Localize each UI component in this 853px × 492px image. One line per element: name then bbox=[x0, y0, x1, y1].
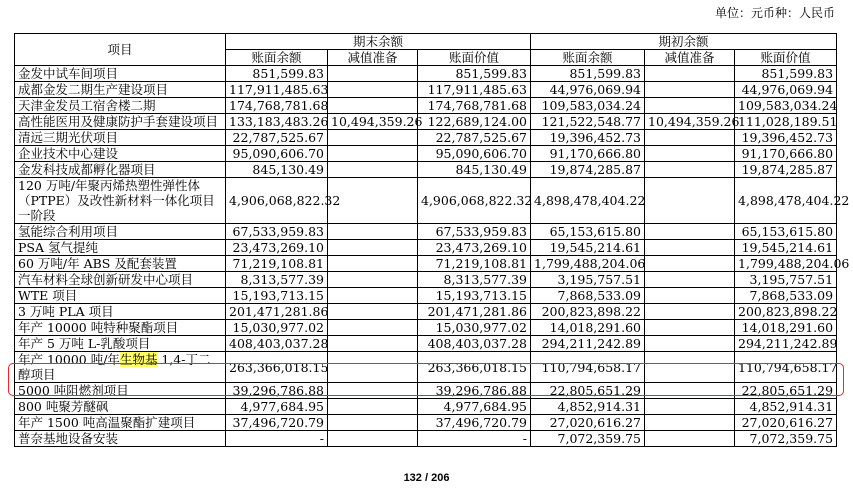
closing-book-balance: 8,313,577.39 bbox=[226, 272, 328, 288]
opening-book-balance: 121,522,548.77 bbox=[531, 114, 645, 130]
closing-book-value: 37,496,720.79 bbox=[418, 415, 531, 431]
opening-impairment bbox=[645, 224, 735, 240]
header-opening-book-balance: 账面余额 bbox=[531, 50, 645, 66]
closing-book-balance: 174,768,781.68 bbox=[226, 98, 328, 114]
opening-book-value: 851,599.83 bbox=[735, 66, 837, 82]
opening-impairment bbox=[645, 399, 735, 415]
closing-impairment bbox=[328, 178, 418, 224]
header-closing-impairment: 减值准备 bbox=[328, 50, 418, 66]
row-name: 企业技术中心建设 bbox=[15, 146, 226, 162]
closing-impairment bbox=[328, 82, 418, 98]
row-name: 天津金发员工宿舍楼二期 bbox=[15, 98, 226, 114]
closing-book-value: 15,193,713.15 bbox=[418, 288, 531, 304]
table-row bbox=[15, 130, 837, 146]
closing-book-value: 39,296,786.88 bbox=[418, 383, 531, 399]
closing-impairment bbox=[328, 66, 418, 82]
closing-book-balance: 95,090,606.70 bbox=[226, 146, 328, 162]
row-name: 普奈基地设备安装 bbox=[15, 431, 226, 447]
opening-book-balance: 4,852,914.31 bbox=[531, 399, 645, 415]
opening-book-value: 109,583,034.24 bbox=[735, 98, 837, 114]
opening-book-value: 22,805,651.29 bbox=[735, 383, 837, 399]
opening-book-value: 19,874,285.87 bbox=[735, 162, 837, 178]
closing-impairment bbox=[328, 383, 418, 399]
opening-impairment bbox=[645, 240, 735, 256]
closing-book-balance: 263,366,018.15 bbox=[226, 352, 328, 383]
opening-book-value: 1,799,488,204.06 bbox=[735, 256, 837, 272]
opening-book-value: 14,018,291.60 bbox=[735, 320, 837, 336]
closing-book-value: 23,473,269.10 bbox=[418, 240, 531, 256]
row-name: 3 万吨 PLA 项目 bbox=[15, 304, 226, 320]
table-row bbox=[15, 288, 837, 304]
opening-book-value: 7,072,359.75 bbox=[735, 431, 837, 447]
opening-book-balance: 14,018,291.60 bbox=[531, 320, 645, 336]
opening-impairment bbox=[645, 352, 735, 383]
header-opening-book-value: 账面价值 bbox=[735, 50, 837, 66]
table-body bbox=[15, 66, 850, 447]
closing-book-value: 201,471,281.86 bbox=[418, 304, 531, 320]
opening-book-balance: 200,823,898.22 bbox=[531, 304, 645, 320]
opening-book-value: 4,898,478,404.22 bbox=[735, 178, 837, 224]
closing-book-value: 22,787,525.67 bbox=[418, 130, 531, 146]
closing-book-balance: - bbox=[226, 431, 328, 447]
opening-impairment bbox=[645, 146, 735, 162]
opening-book-balance: 91,170,666.80 bbox=[531, 146, 645, 162]
opening-book-balance: 19,545,214.61 bbox=[531, 240, 645, 256]
opening-book-value: 3,195,757.51 bbox=[735, 272, 837, 288]
closing-book-value: 95,090,606.70 bbox=[418, 146, 531, 162]
row-name: 5000 吨阻燃剂项目 bbox=[15, 383, 226, 399]
closing-book-value: 851,599.83 bbox=[418, 66, 531, 82]
header-item: 项目 bbox=[15, 34, 226, 66]
closing-book-balance: 4,906,068,822.32 bbox=[226, 178, 328, 224]
opening-book-value: 65,153,615.80 bbox=[735, 224, 837, 240]
table-row bbox=[15, 431, 837, 447]
opening-impairment bbox=[645, 383, 735, 399]
closing-book-value: 71,219,108.81 bbox=[418, 256, 531, 272]
opening-book-balance: 19,874,285.87 bbox=[531, 162, 645, 178]
opening-book-value: 110,794,658.17 bbox=[735, 352, 837, 383]
closing-impairment bbox=[328, 415, 418, 431]
row-name: 年产 5 万吨 L-乳酸项目 bbox=[15, 336, 226, 352]
closing-impairment bbox=[328, 320, 418, 336]
table-row bbox=[15, 240, 837, 256]
closing-book-balance: 37,496,720.79 bbox=[226, 415, 328, 431]
row-name: 汽车材料全球创新研发中心项目 bbox=[15, 272, 226, 288]
opening-book-balance: 65,153,615.80 bbox=[531, 224, 645, 240]
opening-impairment bbox=[645, 336, 735, 352]
closing-book-value: 8,313,577.39 bbox=[418, 272, 531, 288]
closing-book-value: 4,977,684.95 bbox=[418, 399, 531, 415]
highlighted-term: 生物基 bbox=[119, 352, 158, 367]
opening-impairment bbox=[645, 320, 735, 336]
table-row bbox=[15, 66, 837, 82]
opening-book-value: 7,868,533.09 bbox=[735, 288, 837, 304]
opening-book-value: 19,396,452.73 bbox=[735, 130, 837, 146]
closing-book-balance: 71,219,108.81 bbox=[226, 256, 328, 272]
header-opening-impairment: 减值准备 bbox=[645, 50, 735, 66]
opening-impairment bbox=[645, 288, 735, 304]
table-row bbox=[15, 320, 837, 336]
closing-impairment bbox=[328, 224, 418, 240]
closing-book-value: 174,768,781.68 bbox=[418, 98, 531, 114]
table-row bbox=[15, 336, 837, 352]
header-opening-balance: 期初余额 bbox=[531, 34, 837, 50]
row-name: 金发中试车间项目 bbox=[15, 66, 226, 82]
opening-impairment bbox=[645, 256, 735, 272]
table-row bbox=[15, 162, 837, 178]
closing-book-balance: 851,599.83 bbox=[226, 66, 328, 82]
table-row bbox=[15, 98, 837, 114]
table-row bbox=[15, 114, 837, 130]
closing-book-balance: 845,130.49 bbox=[226, 162, 328, 178]
row-name-after: 1,4-丁二醇项目 bbox=[18, 352, 211, 382]
opening-book-balance: 7,868,533.09 bbox=[531, 288, 645, 304]
opening-book-balance: 851,599.83 bbox=[531, 66, 645, 82]
row-name: 60 万吨/年 ABS 及配套装置 bbox=[15, 256, 226, 272]
closing-book-value: 122,689,124.00 bbox=[418, 114, 531, 130]
row-name: 年产 1500 吨高温聚酯扩建项目 bbox=[15, 415, 226, 431]
opening-impairment bbox=[645, 304, 735, 320]
table-row bbox=[15, 272, 837, 288]
opening-impairment bbox=[645, 66, 735, 82]
closing-impairment bbox=[328, 130, 418, 146]
opening-book-balance: 109,583,034.24 bbox=[531, 98, 645, 114]
table-row bbox=[15, 82, 837, 98]
page-indicator: 132 / 206 bbox=[403, 472, 450, 484]
closing-book-balance: 4,977,684.95 bbox=[226, 399, 328, 415]
table-row bbox=[15, 415, 837, 431]
closing-book-balance: 23,473,269.10 bbox=[226, 240, 328, 256]
opening-impairment bbox=[645, 82, 735, 98]
closing-impairment bbox=[328, 336, 418, 352]
opening-book-balance: 294,211,242.89 bbox=[531, 336, 645, 352]
opening-book-value: 4,852,914.31 bbox=[735, 399, 837, 415]
opening-book-balance: 19,396,452.73 bbox=[531, 130, 645, 146]
closing-book-balance: 201,471,281.86 bbox=[226, 304, 328, 320]
header-closing-book-value: 账面价值 bbox=[418, 50, 531, 66]
opening-book-balance: 7,072,359.75 bbox=[531, 431, 645, 447]
closing-book-value: 4,906,068,822.32 bbox=[418, 178, 531, 224]
closing-book-value: - bbox=[418, 431, 531, 447]
opening-impairment bbox=[645, 178, 735, 224]
closing-impairment bbox=[328, 146, 418, 162]
closing-impairment bbox=[328, 399, 418, 415]
closing-book-value: 15,030,977.02 bbox=[418, 320, 531, 336]
row-name: 清远三期光伏项目 bbox=[15, 130, 226, 146]
closing-impairment bbox=[328, 272, 418, 288]
row-name bbox=[15, 352, 226, 383]
opening-book-balance: 27,020,616.27 bbox=[531, 415, 645, 431]
opening-book-balance: 22,805,651.29 bbox=[531, 383, 645, 399]
header-closing-balance: 期末余额 bbox=[226, 34, 531, 50]
row-name: WTE 项目 bbox=[15, 288, 226, 304]
opening-impairment bbox=[645, 130, 735, 146]
row-name: PSA 氢气提纯 bbox=[15, 240, 226, 256]
row-name: 年产 10000 吨特种聚酯项目 bbox=[15, 320, 226, 336]
closing-impairment bbox=[328, 304, 418, 320]
row-name: 120 万吨/年聚丙烯热塑性弹性体（PTPE）及改性新材料一体化项目一阶段 bbox=[15, 178, 226, 224]
opening-impairment bbox=[645, 162, 735, 178]
row-name-before: 年产 10000 吨/年 bbox=[18, 352, 120, 367]
closing-book-balance: 22,787,525.67 bbox=[226, 130, 328, 146]
table-row bbox=[15, 256, 837, 272]
closing-book-balance: 133,183,483.26 bbox=[226, 114, 328, 130]
row-name: 高性能医用及健康防护手套建设项目 bbox=[15, 114, 226, 130]
construction-in-progress-table bbox=[14, 33, 850, 447]
currency-unit-label: 单位：元币种：人民币 bbox=[714, 6, 835, 20]
closing-book-balance: 15,030,977.02 bbox=[226, 320, 328, 336]
opening-impairment bbox=[645, 98, 735, 114]
table-row bbox=[15, 146, 837, 162]
table-row bbox=[15, 178, 837, 224]
closing-book-balance: 15,193,713.15 bbox=[226, 288, 328, 304]
closing-book-value: 408,403,037.28 bbox=[418, 336, 531, 352]
closing-impairment: 10,494,359.26 bbox=[328, 114, 418, 130]
closing-impairment bbox=[328, 256, 418, 272]
closing-impairment bbox=[328, 288, 418, 304]
opening-impairment bbox=[645, 431, 735, 447]
closing-impairment bbox=[328, 98, 418, 114]
closing-book-balance: 117,911,485.63 bbox=[226, 82, 328, 98]
opening-book-value: 294,211,242.89 bbox=[735, 336, 837, 352]
closing-impairment bbox=[328, 240, 418, 256]
opening-book-balance: 1,799,488,204.06 bbox=[531, 256, 645, 272]
closing-book-value: 67,533,959.83 bbox=[418, 224, 531, 240]
closing-book-value: 117,911,485.63 bbox=[418, 82, 531, 98]
table-row-highlighted bbox=[15, 352, 837, 383]
row-name: 800 吨聚芳醚砜 bbox=[15, 399, 226, 415]
header-closing-book-balance: 账面余额 bbox=[226, 50, 328, 66]
opening-book-value: 91,170,666.80 bbox=[735, 146, 837, 162]
closing-book-balance: 39,296,786.88 bbox=[226, 383, 328, 399]
closing-impairment bbox=[328, 162, 418, 178]
opening-book-value: 27,020,616.27 bbox=[735, 415, 837, 431]
opening-book-value: 111,028,189.51 bbox=[735, 114, 837, 130]
opening-impairment bbox=[645, 415, 735, 431]
closing-book-balance: 67,533,959.83 bbox=[226, 224, 328, 240]
opening-book-balance: 4,898,478,404.22 bbox=[531, 178, 645, 224]
opening-book-value: 19,545,214.61 bbox=[735, 240, 837, 256]
opening-book-balance: 44,976,069.94 bbox=[531, 82, 645, 98]
closing-impairment bbox=[328, 352, 418, 383]
table-row bbox=[15, 304, 837, 320]
closing-impairment bbox=[328, 431, 418, 447]
opening-book-value: 44,976,069.94 bbox=[735, 82, 837, 98]
opening-book-value: 200,823,898.22 bbox=[735, 304, 837, 320]
closing-book-value: 845,130.49 bbox=[418, 162, 531, 178]
opening-book-balance: 110,794,658.17 bbox=[531, 352, 645, 383]
closing-book-balance: 408,403,037.28 bbox=[226, 336, 328, 352]
row-name: 氢能综合利用项目 bbox=[15, 224, 226, 240]
opening-impairment: 10,494,359.26 bbox=[645, 114, 735, 130]
row-name: 金发科技成都孵化器项目 bbox=[15, 162, 226, 178]
row-name: 成都金发二期生产建设项目 bbox=[15, 82, 226, 98]
opening-impairment bbox=[645, 272, 735, 288]
table-row bbox=[15, 224, 837, 240]
table-row bbox=[15, 399, 837, 415]
opening-book-balance: 3,195,757.51 bbox=[531, 272, 645, 288]
closing-book-value: 263,366,018.15 bbox=[418, 352, 531, 383]
table-row bbox=[15, 383, 837, 399]
